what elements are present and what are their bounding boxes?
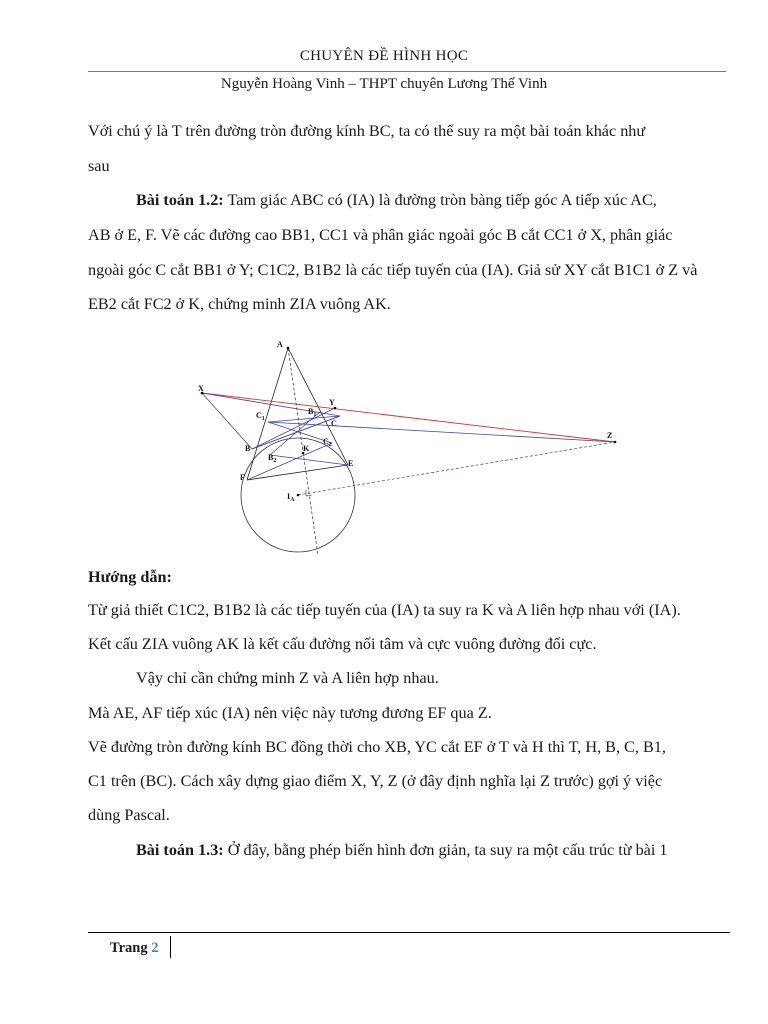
label-k: K — [303, 444, 310, 453]
problem-1-2-text-1: Tam giác ABC có (IA) là đường tròn bàng tiếp góc A tiếp xúc AC, — [227, 191, 657, 209]
point-y — [334, 407, 337, 410]
line-xb — [202, 393, 252, 449]
label-e: E — [348, 459, 354, 468]
problem-1-3-text: Ở đây, bằng phép biến hình đơn giản, ta suy ra một cấu trúc từ bài 1 — [227, 841, 668, 859]
label-b2: $B_2$ — [268, 453, 277, 464]
line-ef — [247, 465, 348, 480]
label-f: F — [240, 473, 245, 482]
label-b: B — [245, 444, 251, 453]
problem-1-2-label: Bài toán 1.2: — [136, 191, 224, 209]
line-iaz-dashed — [298, 442, 615, 495]
label-c1: $C_1$ — [256, 411, 265, 422]
page-footer — [110, 940, 158, 957]
document-header-title: CHUYÊN ĐỀ HÌNH HỌC — [299, 48, 469, 64]
label-b1: $B_1$ — [308, 407, 317, 418]
header-divider — [88, 71, 726, 72]
point-a — [287, 347, 290, 350]
geometry-figure — [190, 330, 630, 560]
guide-line-1: Từ giả thiết C1C2, B1B2 là các tiếp tuyến của (IA) ta suy ra K và A liên hợp nhau với (IA). — [88, 601, 681, 619]
guide-line-7: dùng Pascal. — [88, 806, 170, 824]
guide-line-4: Mà AE, AF tiếp xúc (IA) nên việc này tương đương EF qua Z. — [88, 704, 492, 722]
point-z — [614, 441, 617, 444]
guide-line-3: Vậy chỉ cần chứng minh Z và A liên hợp nhau. — [136, 669, 439, 687]
line-b2e — [270, 455, 348, 465]
label-a: A — [277, 340, 283, 349]
problem-1-2-line-2: AB ở E, F. Vẽ các đường cao BB1, CC1 và phân giác ngoài góc B cắt CC1 ở X, phân giác — [88, 226, 673, 244]
line-c1c — [268, 416, 340, 422]
problem-1-3-line — [136, 841, 668, 860]
footer-label: Trang — [110, 940, 148, 956]
document-header-author: Nguyễn Hoàng Vinh – THPT chuyên Lương Thế Vinh — [220, 76, 548, 92]
problem-1-2-line-4: EB2 cắt FC2 ở K, chứng minh ZIA vuông AK. — [88, 295, 391, 313]
label-c: C — [331, 419, 337, 428]
intro-line-1: Với chú ý là T trên đường tròn đường kính BC, ta có thể suy ra một bài toán khác như — [88, 122, 646, 140]
problem-1-3-label: Bài toán 1.3: — [136, 841, 224, 859]
guide-line-6: C1 trên (BC). Cách xây dựng giao điểm X, Y, Z (ở đây định nghĩa lại Z trước) gợi ý việc — [88, 772, 663, 790]
label-c2: $C_2$ — [323, 437, 332, 448]
intro-line-2: sau — [88, 157, 110, 175]
label-z: Z — [607, 431, 613, 440]
label-y: Y — [329, 398, 335, 407]
guide-title: Hướng dẫn: — [88, 568, 172, 586]
problem-1-2-line-1 — [136, 191, 657, 210]
footer-separator — [170, 936, 171, 958]
problem-1-2-line-3: ngoài góc C cắt BB1 ở Y; C1C2, B1B2 là các tiếp tuyến của (IA). Giả sử XY cắt B1C1 ở Z và — [88, 261, 698, 279]
label-x: X — [198, 384, 204, 393]
page-number: 2 — [151, 940, 159, 956]
guide-line-5: Vẽ đường tròn đường kính BC đồng thời cho XB, YC cắt EF ở T và H thì T, H, B, C, B1, — [88, 738, 666, 756]
point-ia — [297, 494, 300, 497]
guide-line-2: Kết cấu ZIA vuông AK là kết cấu đường nối tâm và cực vuông đường đối cực. — [88, 635, 597, 653]
label-ia: $I_A$ — [287, 492, 295, 503]
footer-divider — [88, 932, 730, 933]
